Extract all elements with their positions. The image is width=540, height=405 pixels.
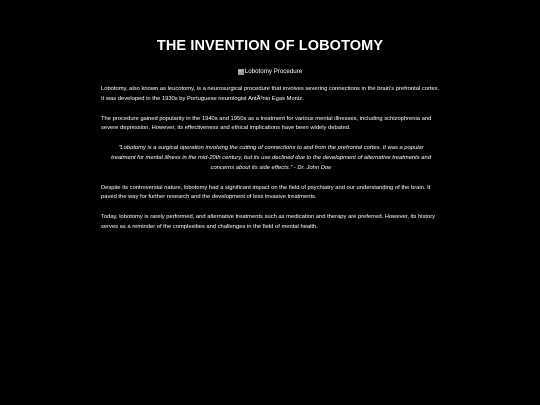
broken-image-icon	[238, 69, 244, 75]
page-title: THE INVENTION OF LOBOTOMY	[156, 38, 384, 54]
image-container	[0, 68, 540, 78]
quote-attribution: - Dr. John Doe	[292, 164, 332, 171]
paragraph-intro: Lobotomy, also known as leucotomy, is a neurosurgical procedure that involves severing connections in the brain's prefrontal cortex. It was developed in the 1930s by Portuguese neurologist AntÃ³nio Egas Moniz.	[101, 86, 440, 102]
article-body	[101, 85, 441, 243]
blockquote	[101, 144, 441, 173]
lobotomy-procedure-image	[238, 68, 302, 76]
paragraph-today: Today, lobotomy is rarely performed, and alternative treatments such as medication and therapy are preferred. However, its history serves as a reminder of the complexities and challenges in the field of mental health.	[101, 214, 436, 230]
image-alt-text: Lobotomy Procedure	[244, 68, 303, 75]
quote-text: "Lobotomy is a surgical operation involving the cutting of connections to and from the prefrontal cortex. It was a popular treatment for mental illness in the mid-20th century, but its use declined due to the development of alternative treatments and concerns about its side effects."	[111, 145, 431, 171]
paragraph-impact: Despite its controversial nature, lobotomy had a significant impact on the field of psychiatry and our understanding of the brain. It paved the way for further research and the development of less invasive treatments.	[101, 184, 431, 201]
paragraph-popularity: The procedure gained popularity in the 1940s and 1950s as a treatment for various mental illnesses, including schizophrenia and severe depression. However, its effectiveness and ethical implications have been widely debated.	[101, 115, 432, 132]
